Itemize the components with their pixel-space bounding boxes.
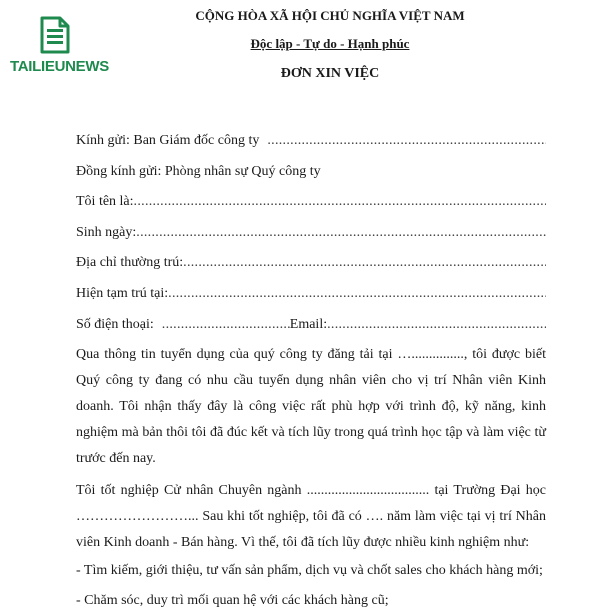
email-fill-line[interactable] <box>327 310 546 341</box>
name-line <box>76 187 546 218</box>
current-address-label: Hiện tạm trú tại: <box>76 285 169 301</box>
cc-label: Đồng kính gửi: Phòng nhân sự Quý công ty <box>76 163 321 179</box>
intro-paragraph: Qua thông tin tuyển dụng của quý công ty đăng tải tại …..............., tôi được biết Quý công ty đang có nhu cầu tuyển dụng nhân viên cho vị trí Nhân viên Kinh doanh. Tôi nhận thấy đây là công việc rất phù hợp với trình độ, kỹ năng, kinh nghiệm mà bản thôi tôi đã đúc kết và tích lũy trong quá trình học tập và làm việc từ trước đến nay. <box>76 347 546 467</box>
to-fill-line[interactable] <box>267 126 546 157</box>
motto-heading: Độc lập - Tự do - Hạnh phúc <box>250 36 410 51</box>
cc-line <box>76 157 546 188</box>
form-body <box>76 126 546 616</box>
address-fill-line[interactable] <box>183 248 546 279</box>
name-label: Tôi tên là: <box>76 194 134 210</box>
logo-text: TAILIEUNEWS <box>10 58 109 75</box>
dob-fill-line[interactable] <box>136 218 546 249</box>
education-paragraph: Tôi tốt nghiệp Cử nhân Chuyên ngành ................................... tại Trường Đại học ……………………... Sau khi tốt nghiệp, tôi đã có …. năm làm việc tại vị trí Nhân viên Kinh doanh - Bán hàng. Vì thế, tôi đã tích lũy được nhiều kinh nghiệm như: <box>76 483 546 551</box>
name-fill-line[interactable] <box>134 187 546 218</box>
dob-label: Sinh ngày: <box>76 224 137 240</box>
email-label: Email: <box>289 316 328 332</box>
address-line <box>76 248 546 279</box>
current-address-line <box>76 279 546 310</box>
to-line <box>76 126 546 157</box>
document-title: ĐƠN XIN VIỆC <box>280 66 380 81</box>
dob-line <box>76 218 546 249</box>
experience-item: - Chăm sóc, duy trì mối quan hệ với các khách hàng cũ; <box>76 593 389 609</box>
contact-line <box>76 310 546 341</box>
to-label: Kính gửi: Ban Giám đốc công ty <box>76 133 260 148</box>
address-label: Địa chỉ thường trú: <box>76 255 184 271</box>
experience-item: - Tìm kiếm, giới thiệu, tư vấn sản phẩm, dịch vụ và chốt sales cho khách hàng mới; <box>76 563 543 579</box>
phone-fill-line[interactable] <box>162 310 290 341</box>
country-heading: CỘNG HÒA XÃ HỘI CHỦ NGHĨA VIỆT NAM <box>195 8 465 23</box>
current-address-fill-line[interactable] <box>168 279 546 310</box>
phone-label: Số điện thoại: <box>76 316 154 332</box>
